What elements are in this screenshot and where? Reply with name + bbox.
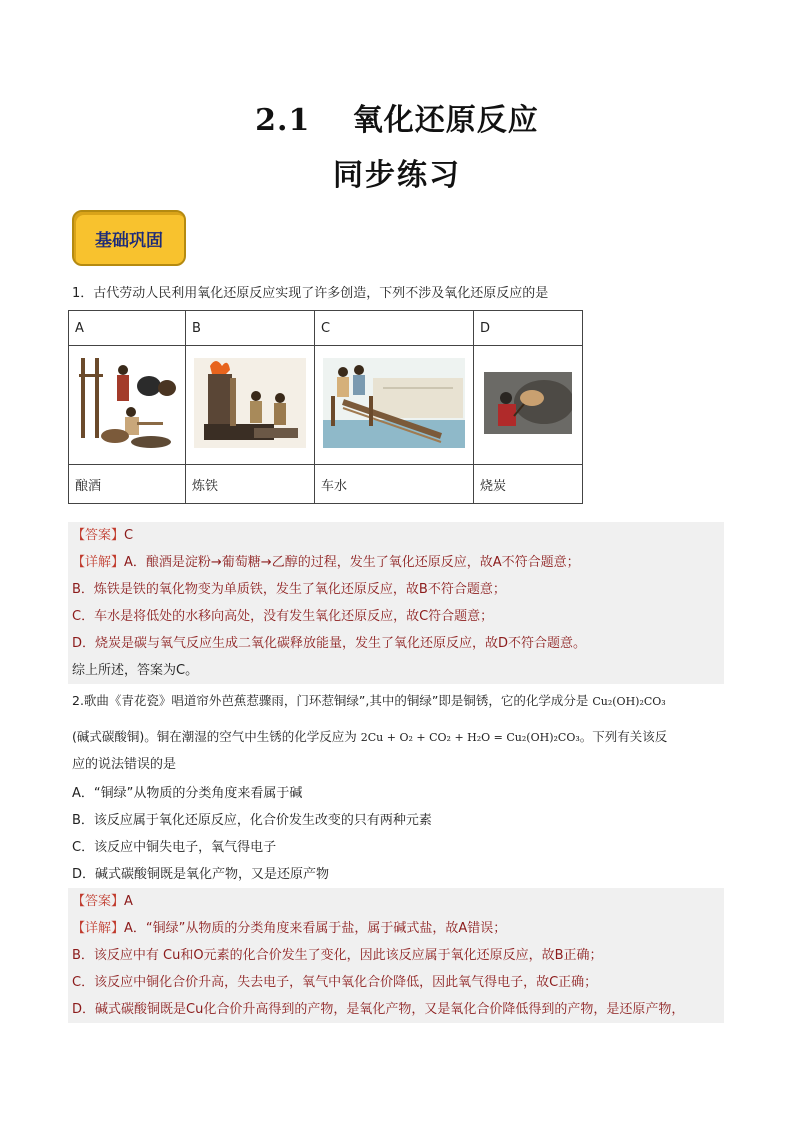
q1-stem: 1．古代劳动人民利用氧化还原反应实现了许多创造，下列不涉及氧化还原反应的是 — [72, 286, 549, 301]
option-c-letter: C — [315, 311, 474, 346]
q2-stem-text2b: 。下列有关该反 — [579, 729, 668, 744]
detail-tag: 【详解】 — [72, 555, 125, 570]
q2-detail-line — [72, 915, 724, 942]
charcoal-burning-illustration — [484, 372, 572, 434]
answer-tag: 【答案】 — [72, 894, 125, 909]
q2-answer-line — [72, 888, 724, 915]
q1-answer-line — [72, 522, 724, 549]
option-a-image-cell — [69, 346, 186, 465]
option-c-caption: 车水 — [315, 465, 474, 504]
q2-detail-b: B．该反应中有 Cu和O元素的化合价发生了变化，因此该反应属于氧化还原反应，故B正确； — [72, 948, 603, 963]
page-subtitle: 同步练习 — [333, 158, 461, 193]
q2-choice-c: C．该反应中铜失电子，氧气得电子 — [72, 840, 277, 855]
option-d-caption: 烧炭 — [474, 465, 583, 504]
q2-choice-b: B．该反应属于氧化还原反应，化合价发生改变的只有两种元素 — [72, 813, 432, 828]
q1-detail-a: A．酿酒是淀粉→葡萄糖→乙醇的过程，发生了氧化还原反应，故A不符合题意； — [124, 555, 580, 570]
q2-detail-a: A．“铜绿”从物质的分类角度来看属于盐，属于碱式盐，故A错误； — [124, 921, 507, 936]
option-b-image-cell — [186, 346, 315, 465]
option-c-image-cell — [315, 346, 474, 465]
section-badge: 基础巩固 — [72, 210, 186, 266]
q1-detail-c: C．车水是将低处的水移向高处，没有发生氧化还原反应，故C符合题意； — [72, 609, 494, 624]
detail-tag: 【详解】 — [72, 921, 125, 936]
q2-detail-c: C．该反应中铜化合价升高，失去电子，氧气中氧化合价降低，因此氧气得电子，故C正确； — [72, 975, 598, 990]
option-a-caption: 酿酒 — [69, 465, 186, 504]
iron-smelting-illustration — [194, 358, 306, 448]
q1-detail-d: D．烧炭是碳与氧气反应生成二氧化碳释放能量，发生了氧化还原反应，故D不符合题意。 — [72, 636, 587, 651]
brewing-illustration — [75, 354, 179, 452]
option-b-caption: 炼铁 — [186, 465, 315, 504]
option-b-letter: B — [186, 311, 315, 346]
q2-stem-line3: 应的说法错误的是 — [72, 757, 177, 772]
formula-copper-carbonate: Cu₂(OH)₂CO₃ — [592, 695, 666, 708]
q2-stem-text1: 2.歌曲《青花瓷》唱道帘外芭蕉惹骤雨，门环惹铜绿”,其中的铜绿”即是铜锈，它的化学成分是 — [72, 693, 589, 708]
q2-answer-block — [68, 888, 724, 1023]
q2-stem-text2a: (碱式碳酸铜)。铜在潮湿的空气中生锈的化学反应为 — [72, 729, 357, 744]
option-a-letter: A — [69, 311, 186, 346]
q1-options-table — [68, 310, 583, 504]
q1-answer-value: C — [124, 528, 134, 543]
page-title: 2.1 氧化还原反应 — [255, 103, 539, 138]
q2-stem-line2 — [72, 728, 667, 747]
formula-rust-reaction: 2Cu + O₂ + CO₂ + H₂O = Cu₂(OH)₂CO₃ — [360, 731, 580, 744]
q1-detail-b: B．炼铁是铁的氧化物变为单质铁，发生了氧化还原反应，故B不符合题意； — [72, 582, 506, 597]
option-d-letter: D — [474, 311, 583, 346]
q2-choice-d: D．碱式碳酸铜既是氧化产物，又是还原产物 — [72, 867, 330, 882]
q1-summary: 综上所述，答案为C。 — [72, 663, 199, 678]
q2-detail-d: D．碱式碳酸铜既是Cu化合价升高得到的产物，是氧化产物，又是氧化合价降低得到的产物，是还原产物， — [72, 1002, 685, 1017]
q1-answer-block — [68, 522, 724, 684]
q1-detail-line — [72, 549, 724, 576]
answer-tag: 【答案】 — [72, 528, 125, 543]
q2-choice-a: A．“铜绿”从物质的分类角度来看属于碱 — [72, 786, 303, 801]
q2-answer-value: A — [124, 894, 133, 909]
water-wheel-illustration — [323, 358, 465, 448]
q2-stem-line1 — [72, 692, 666, 711]
option-d-image-cell — [474, 346, 583, 465]
